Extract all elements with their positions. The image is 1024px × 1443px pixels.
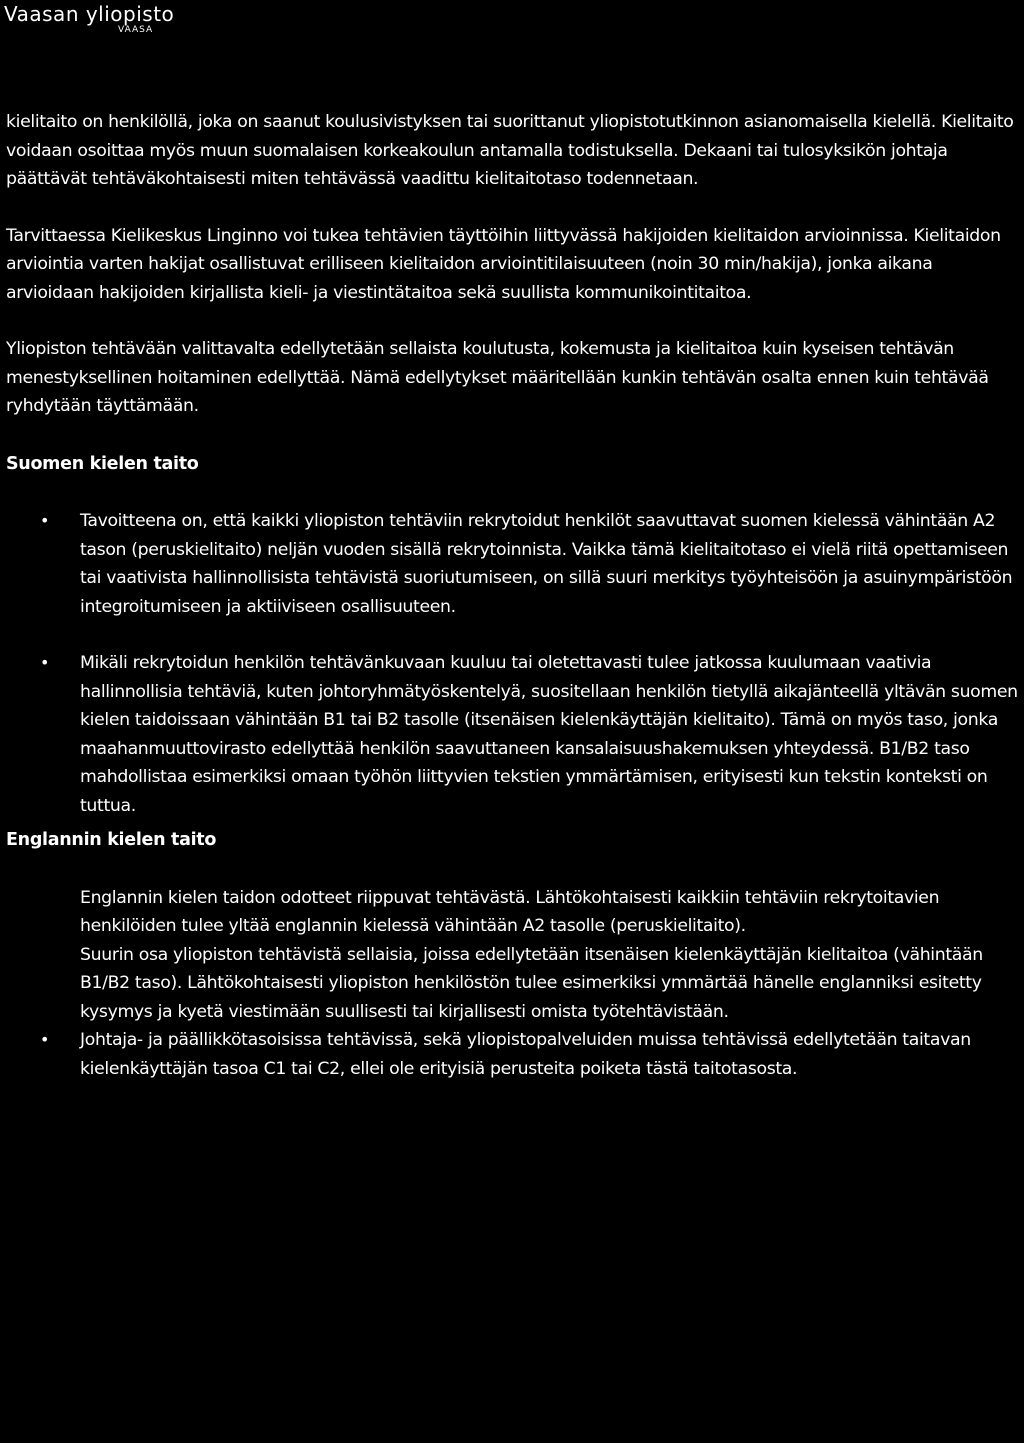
- logo-subtitle: VAASA: [118, 25, 154, 35]
- bullet-icon: •: [40, 1030, 50, 1049]
- university-logo: [4, 2, 174, 35]
- paragraph-requirements: Yliopiston tehtävään valittavalta edellytetään sellaista koulutusta, kokemusta ja kielitaitoa kuin kyseisen tehtävän menestyksellinen hoitaminen edellyttää. Nämä edellytykset määritellään kunkin tehtävän osalta ennen kuin tehtävää ryhdytään täyttämään.: [6, 339, 989, 416]
- finnish-skills-list: [6, 507, 1022, 820]
- paragraph-english-expectations: Englannin kielen taidon odotteet riippuvat tehtävästä. Lähtökohtaisesti kaikkiin tehtäviin rekrytoitavien henkilöiden tulee yltää englannin kielessä vähintään A2 tasolle (peruskielitaito).: [80, 887, 940, 936]
- bullet-icon: •: [40, 511, 50, 530]
- english-skills-list: [6, 1026, 1022, 1083]
- paragraph-english-majority: Suurin osa yliopiston tehtävistä sellaisia, joissa edellytetään itsenäisen kielenkäyttäjän kielitaitoa (vähintään B1/B2 taso). Lähtökohtaisesti yliopiston henkilöstön tulee esimerkiksi ymmärtää hänelle englanniksi esitetty kysymys ja kyetä viestimään suullisesti tai kirjallisesti omista työtehtävistään.: [80, 944, 983, 1022]
- list-item-text: Mikäli rekrytoidun henkilön tehtävänkuvaan kuuluu tai oletettavasti tulee jatkossa kuulumaan vaativia hallinnollisia tehtäviä, kuten johtoryhmätyöskentelyä, suositellaan henkilön tietyllä aikajänteellä yltävän suomen kielen taidoissaan vähintään B1 tai B2 tasolle (itsenäisen kielenkäyttäjän kielitaito). Tämä on myös taso, jonka maahanmuuttovirasto edellyttää henkilön saavuttaneen kansalaisuushakemuksen yhteydessä. B1/B2 taso mahdollistaa esimerkiksi omaan työhön liittyvien tekstien ymmärtämisen, erityisesti kun tekstin konteksti on tuttua.: [80, 653, 1018, 816]
- paragraph-language-proof: kielitaito on henkilöllä, joka on saanut koulusivistyksen tai suorittanut yliopistotutkinnon asianomaisella kielellä. Kielitaito voidaan osoittaa myös muun suomalaisen korkeakoulun antamalla todistuksella. Dekaani tai tulosyksikön johtaja päättävät tehtäväkohtaisesti miten tehtävässä vaadittu kielitaitotaso todennetaan.: [6, 112, 1014, 189]
- document-body: [6, 108, 1022, 1083]
- heading-english-skills: Englannin kielen taito: [6, 830, 217, 850]
- list-item: [6, 1026, 1022, 1083]
- bullet-icon: •: [40, 653, 50, 672]
- logo-name: Vaasan yliopisto: [4, 2, 175, 26]
- paragraph-linginno: Tarvittaessa Kielikeskus Linginno voi tukea tehtävien täyttöihin liittyvässä hakijoiden kielitaidon arvioinnissa. Kielitaidon arviointia varten hakijat osallistuvat erilliseen kielitaidon arviointitilaisuuteen (noin 30 min/hakija), jonka aikana arvioidaan hakijoiden kirjallista kieli- ja viestintätaitoa sekä suullista kommunikointitaitoa.: [6, 225, 1001, 303]
- list-item-text: Johtaja- ja päällikkötasoisissa tehtävissä, sekä yliopistopalveluiden muissa tehtävissä edellytetään taitavan kielenkäyttäjän tasoa C1 tai C2, ellei ole erityisiä perusteita poiketa tästä taitotasosta.: [80, 1030, 971, 1079]
- list-item: [6, 507, 1022, 621]
- heading-finnish-skills: Suomen kielen taito: [6, 453, 199, 474]
- list-item-text: Tavoitteena on, että kaikki yliopiston tehtäviin rekrytoidut henkilöt saavuttavat suomen kielessä vähintään A2 tason (peruskielitaito) neljän vuoden sisällä rekrytoinnista. Vaikka tämä kielitaitotaso ei vielä riitä opettamiseen tai vaativista hallinnollisista tehtävistä suoriutumiseen, on sillä suuri merkitys työyhteisöön ja asuinympäristöön integroitumiseen ja aktiiviseen osallisuuteen.: [80, 511, 1013, 617]
- list-item: [6, 649, 1022, 820]
